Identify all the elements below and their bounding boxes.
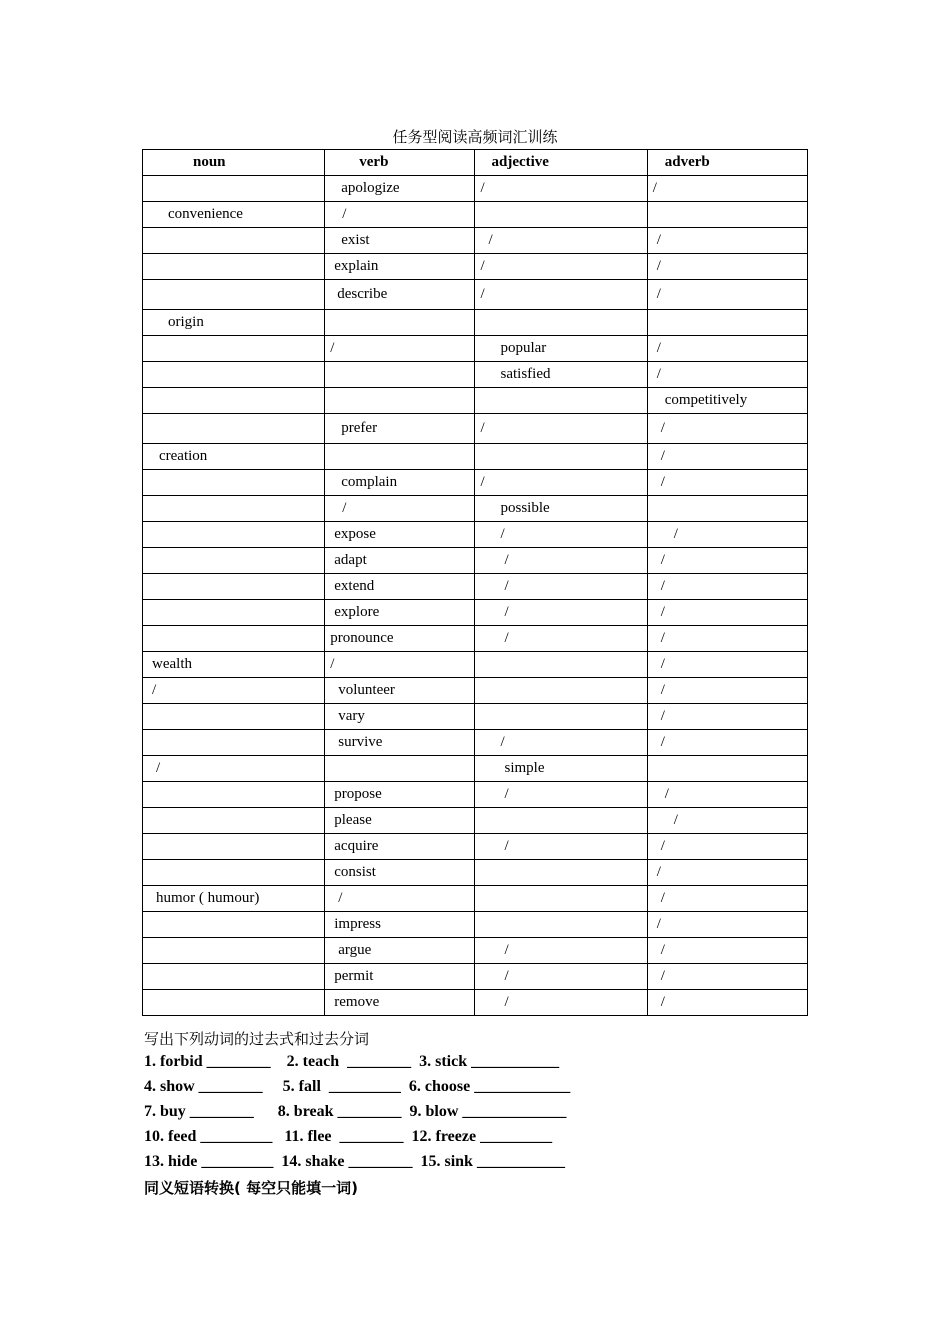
verb-cell: survive (325, 730, 475, 756)
table-row (143, 808, 808, 834)
noun-cell (143, 548, 325, 574)
verb-cell: propose (325, 782, 475, 808)
header-noun: noun (143, 150, 325, 176)
adverb-cell (647, 202, 807, 228)
noun-cell: creation (143, 444, 325, 470)
table-row (143, 362, 808, 388)
noun-cell (143, 496, 325, 522)
table-row (143, 444, 808, 470)
verb-cell: vary (325, 704, 475, 730)
adverb-cell: / (647, 990, 807, 1016)
page-title: 任务型阅读高频词汇训练 (392, 128, 558, 146)
noun-cell (143, 574, 325, 600)
adjective-cell: / (475, 254, 647, 280)
adverb-cell: / (647, 336, 807, 362)
adverb-cell: / (647, 548, 807, 574)
noun-cell: wealth (143, 652, 325, 678)
noun-cell (143, 362, 325, 388)
adjective-cell: / (475, 600, 647, 626)
header-adjective: adjective (475, 150, 647, 176)
adjective-cell: possible (475, 496, 647, 522)
verb-cell: remove (325, 990, 475, 1016)
verb-cell: / (325, 202, 475, 228)
adverb-cell: / (647, 362, 807, 388)
adverb-cell: / (647, 470, 807, 496)
noun-cell (143, 704, 325, 730)
noun-cell: humor ( humour) (143, 886, 325, 912)
adjective-cell (475, 678, 647, 704)
adjective-cell: / (475, 834, 647, 860)
verb-cell: describe (325, 280, 475, 310)
verb-cell: / (325, 496, 475, 522)
adjective-cell (475, 444, 647, 470)
verb-cell: volunteer (325, 678, 475, 704)
verb-cell: please (325, 808, 475, 834)
adverb-cell: / (647, 444, 807, 470)
table-row (143, 254, 808, 280)
adjective-cell: / (475, 990, 647, 1016)
table-row (143, 202, 808, 228)
table-row (143, 600, 808, 626)
noun-cell (143, 912, 325, 938)
verb-cell: apologize (325, 176, 475, 202)
noun-cell (143, 522, 325, 548)
adjective-cell (475, 310, 647, 336)
verb-cell: complain (325, 470, 475, 496)
noun-cell (143, 990, 325, 1016)
adverb-cell: / (647, 414, 807, 444)
table-row (143, 652, 808, 678)
noun-cell (143, 228, 325, 254)
adjective-cell: / (475, 280, 647, 310)
noun-cell (143, 388, 325, 414)
adjective-cell (475, 860, 647, 886)
exercise-line: 10. feed _________ 11. flee ________ 12. freeze _________ (144, 1128, 553, 1145)
exercise-line: 1. forbid ________ 2. teach ________ 3. stick ___________ (144, 1053, 560, 1070)
verb-cell (325, 362, 475, 388)
adjective-cell (475, 704, 647, 730)
table-row (143, 336, 808, 362)
adjective-cell (475, 202, 647, 228)
vocabulary-table (142, 149, 808, 1016)
table-row (143, 756, 808, 782)
adverb-cell: / (647, 600, 807, 626)
table-row (143, 228, 808, 254)
header-verb: verb (325, 150, 475, 176)
noun-cell (143, 414, 325, 444)
table-row (143, 574, 808, 600)
adverb-cell (647, 756, 807, 782)
adverb-cell (647, 310, 807, 336)
table-row (143, 990, 808, 1016)
verb-cell: exist (325, 228, 475, 254)
verb-cell: / (325, 336, 475, 362)
noun-cell (143, 808, 325, 834)
adverb-cell: / (647, 652, 807, 678)
table-row (143, 678, 808, 704)
adverb-cell: / (647, 704, 807, 730)
adverb-cell: / (647, 678, 807, 704)
noun-cell (143, 860, 325, 886)
verb-cell: explore (325, 600, 475, 626)
adjective-cell: / (475, 626, 647, 652)
noun-cell (143, 176, 325, 202)
table-row (143, 280, 808, 310)
table-row (143, 704, 808, 730)
table-row (143, 886, 808, 912)
noun-cell (143, 470, 325, 496)
header-adverb: adverb (647, 150, 807, 176)
table-row (143, 548, 808, 574)
noun-cell (143, 336, 325, 362)
adjective-cell (475, 912, 647, 938)
noun-cell: convenience (143, 202, 325, 228)
verb-cell: prefer (325, 414, 475, 444)
adverb-cell: / (647, 938, 807, 964)
noun-cell (143, 782, 325, 808)
noun-cell (143, 600, 325, 626)
adjective-cell: / (475, 548, 647, 574)
adverb-cell: / (647, 730, 807, 756)
verb-cell (325, 388, 475, 414)
noun-cell (143, 626, 325, 652)
table-row (143, 310, 808, 336)
adjective-cell: / (475, 470, 647, 496)
verb-cell (325, 444, 475, 470)
adverb-cell (647, 496, 807, 522)
table-row (143, 730, 808, 756)
verb-cell: argue (325, 938, 475, 964)
adjective-cell (475, 388, 647, 414)
noun-cell (143, 938, 325, 964)
table-row (143, 414, 808, 444)
adjective-cell: / (475, 414, 647, 444)
noun-cell: / (143, 678, 325, 704)
verb-cell: consist (325, 860, 475, 886)
adverb-cell: / (647, 912, 807, 938)
adverb-cell: / (647, 626, 807, 652)
verb-cell: / (325, 652, 475, 678)
noun-cell: / (143, 756, 325, 782)
verb-cell (325, 756, 475, 782)
table-row (143, 470, 808, 496)
noun-cell (143, 254, 325, 280)
adjective-cell (475, 808, 647, 834)
table-row (143, 860, 808, 886)
noun-cell (143, 730, 325, 756)
adjective-cell: / (475, 782, 647, 808)
table-row (143, 782, 808, 808)
adverb-cell: / (647, 228, 807, 254)
verb-cell: extend (325, 574, 475, 600)
section-title-synonym: 同义短语转换( 每空只能填一词) (144, 1179, 358, 1197)
adjective-cell: / (475, 574, 647, 600)
table-row (143, 912, 808, 938)
adverb-cell: / (647, 886, 807, 912)
verb-cell: expose (325, 522, 475, 548)
verb-cell: permit (325, 964, 475, 990)
noun-cell (143, 964, 325, 990)
adverb-cell: / (647, 834, 807, 860)
noun-cell (143, 280, 325, 310)
exercise-line: 4. show ________ 5. fall _________ 6. choose ____________ (144, 1078, 571, 1095)
adjective-cell (475, 652, 647, 678)
adjective-cell: / (475, 938, 647, 964)
table-body (143, 176, 808, 1016)
adverb-cell: / (647, 254, 807, 280)
verb-cell: pronounce (325, 626, 475, 652)
verb-cell: adapt (325, 548, 475, 574)
verb-cell: acquire (325, 834, 475, 860)
adjective-cell: / (475, 522, 647, 548)
verb-cell: impress (325, 912, 475, 938)
adverb-cell: competitively (647, 388, 807, 414)
adverb-cell: / (647, 860, 807, 886)
adjective-cell: simple (475, 756, 647, 782)
verb-cell: / (325, 886, 475, 912)
table-row (143, 626, 808, 652)
section-title-past-tense: 写出下列动词的过去式和过去分词 (144, 1030, 370, 1048)
adjective-cell: / (475, 730, 647, 756)
exercise-line: 7. buy ________ 8. break ________ 9. blow _____________ (144, 1103, 567, 1120)
noun-cell: origin (143, 310, 325, 336)
adverb-cell: / (647, 522, 807, 548)
table-row (143, 176, 808, 202)
adjective-cell: / (475, 176, 647, 202)
adverb-cell: / (647, 964, 807, 990)
table-row (143, 938, 808, 964)
adverb-cell: / (647, 280, 807, 310)
exercise-line: 13. hide _________ 14. shake ________ 15. sink ___________ (144, 1153, 565, 1170)
verb-cell (325, 310, 475, 336)
table-row (143, 834, 808, 860)
adjective-cell: popular (475, 336, 647, 362)
table-row (143, 388, 808, 414)
adjective-cell (475, 886, 647, 912)
adverb-cell: / (647, 176, 807, 202)
adjective-cell: / (475, 228, 647, 254)
adjective-cell: / (475, 964, 647, 990)
adverb-cell: / (647, 808, 807, 834)
table-header-row (143, 150, 808, 176)
noun-cell (143, 834, 325, 860)
table-row (143, 964, 808, 990)
adverb-cell: / (647, 574, 807, 600)
adjective-cell: satisfied (475, 362, 647, 388)
table-row (143, 496, 808, 522)
verb-cell: explain (325, 254, 475, 280)
adverb-cell: / (647, 782, 807, 808)
table-row (143, 522, 808, 548)
